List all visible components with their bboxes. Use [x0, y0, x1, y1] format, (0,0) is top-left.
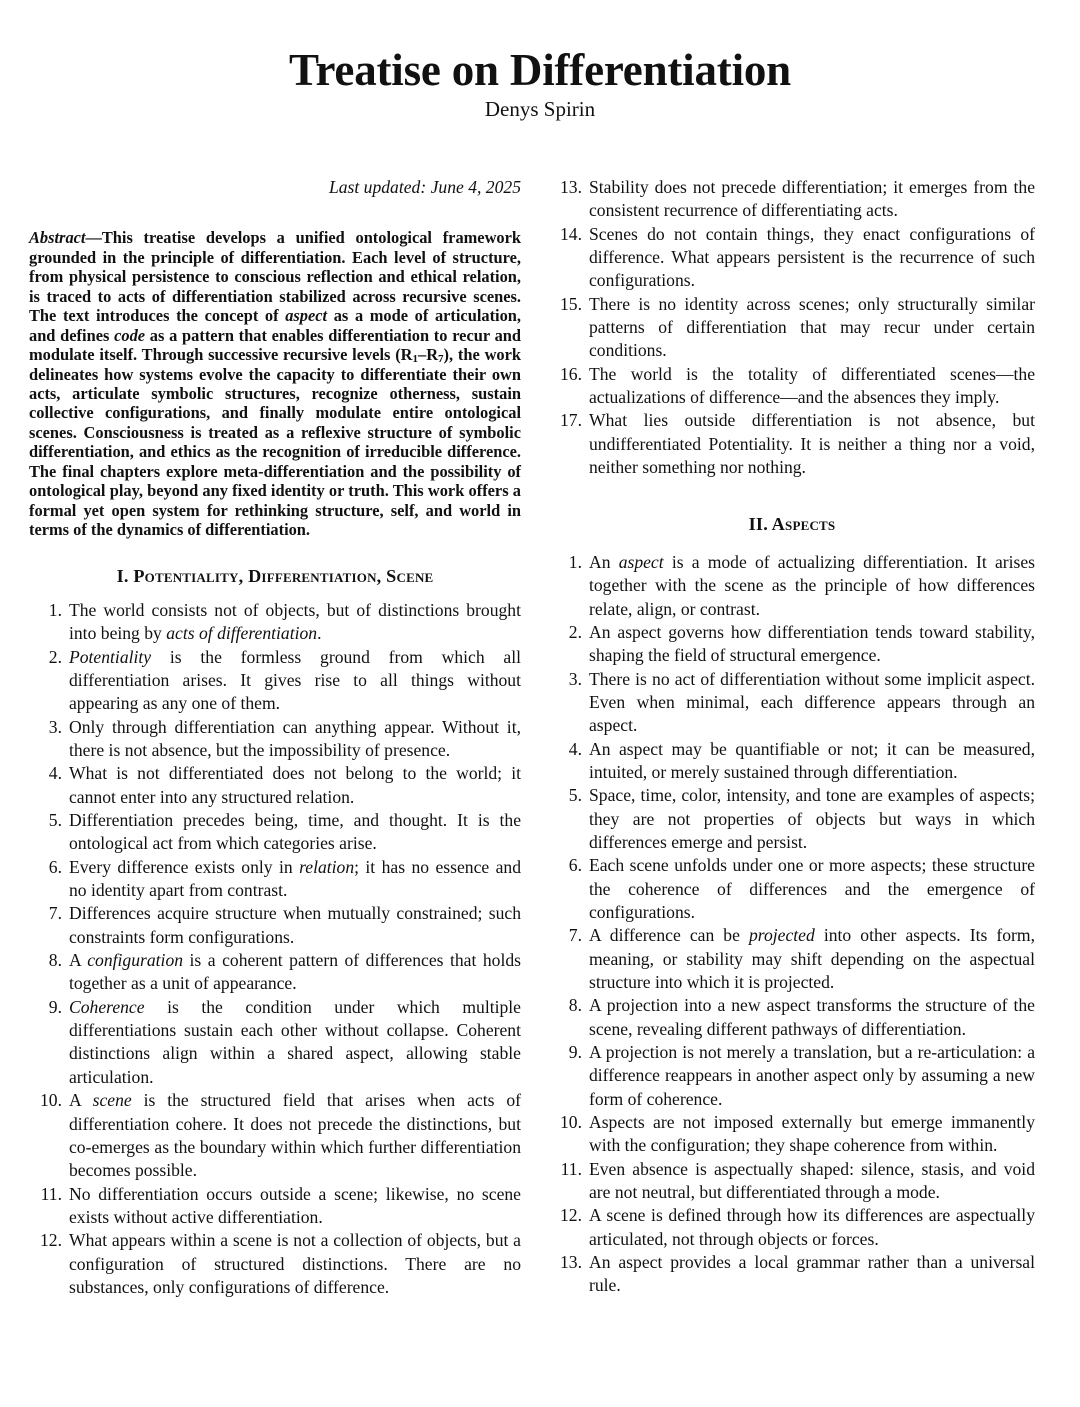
item-number: 7. — [568, 925, 582, 946]
item-text — [69, 997, 521, 1087]
item-number: 10. — [40, 1090, 62, 1111]
text-segment: A — [69, 950, 88, 971]
text-segment: Only through differentiation can anything appear. Without it, there is not absence, but the impossibility of presence. — [69, 716, 521, 760]
text-segment: is a coherent pattern of differences that holds together as a unit of appearance. — [69, 950, 521, 994]
text-segment: Differentiation precedes being, time, and thought. It is the ontological act from which categories arise. — [69, 810, 521, 854]
text-segment: What lies outside differentiation is not absence, but undifferentiated Potentiality. It is neither a thing nor a void, neither something nor nothing. — [589, 410, 1035, 478]
list-item — [549, 293, 1035, 363]
list-item — [29, 809, 521, 856]
item-text — [589, 1042, 1035, 1109]
emphasis-text: aspect — [285, 306, 328, 326]
list-item — [29, 599, 521, 646]
list-item — [549, 551, 1035, 621]
item-text — [69, 1230, 521, 1297]
subscript-text: 7 — [438, 353, 444, 366]
item-number: 13. — [560, 1252, 582, 1273]
list-item — [549, 363, 1035, 410]
item-text — [69, 600, 521, 643]
item-text — [589, 669, 1035, 736]
item-number: 3. — [568, 668, 582, 689]
item-number: 4. — [568, 738, 582, 759]
list-item — [549, 409, 1035, 479]
item-number: 6. — [568, 855, 582, 876]
item-number: 11. — [40, 1183, 62, 1204]
list-item — [549, 924, 1035, 994]
item-text — [589, 177, 1035, 220]
list-item — [549, 1204, 1035, 1251]
item-number: 7. — [48, 903, 62, 924]
list-item — [549, 1041, 1035, 1111]
list-item — [549, 668, 1035, 738]
text-segment: What is not differentiated does not belong to the world; it cannot enter into any structured relation. — [69, 763, 521, 807]
emphasis-text: acts of differentiation — [166, 623, 318, 644]
item-number: 16. — [560, 363, 582, 384]
item-text — [589, 410, 1035, 477]
item-number: 11. — [560, 1158, 582, 1179]
list-item — [29, 1229, 521, 1299]
item-number: 12. — [40, 1230, 62, 1251]
list-item — [549, 738, 1035, 785]
document-title: Treatise on Differentiation — [288, 45, 791, 96]
item-text — [69, 857, 521, 900]
text-segment: is the structured field that arises when acts of differentiation cohere. It does not precede the distinctions, but co-emerges as the boundary within which further differentiation becomes possible. — [69, 1090, 521, 1181]
item-text — [69, 717, 521, 760]
item-text — [69, 1090, 521, 1180]
item-number: 4. — [48, 763, 62, 784]
abstract — [29, 228, 521, 539]
item-number: 2. — [48, 646, 62, 667]
item-text — [589, 785, 1035, 852]
text-segment: What appears within a scene is not a collection of objects, but a configuration of structured distinctions. There are no substances, only configurations of difference. — [69, 1230, 521, 1297]
item-text — [589, 364, 1035, 407]
list-item — [549, 854, 1035, 924]
text-segment: The world is the totality of differentiated scenes—the actualizations of difference—and the absences they imply. — [589, 363, 1035, 408]
item-number: 5. — [568, 785, 582, 806]
list-item — [29, 762, 521, 809]
text-segment: There is no identity across scenes; only structurally similar patterns of differentiation that may recur under certain conditions. — [589, 293, 1035, 361]
text-segment: An aspect governs how differentiation tends toward stability, shaping the field of structural emergence. — [589, 621, 1035, 666]
text-segment: Scenes do not contain things, they enact configurations of difference. What appears persistent is the recurrence of such configurations. — [589, 223, 1035, 291]
list-item — [29, 716, 521, 763]
item-number: 8. — [48, 950, 62, 971]
list-item — [29, 996, 521, 1089]
list-item — [549, 621, 1035, 668]
text-segment: ; it has no essence and no identity apart from contrast. — [69, 856, 521, 901]
list-item — [549, 223, 1035, 293]
text-segment: Every difference exists only in — [69, 856, 300, 877]
list-item — [29, 902, 521, 949]
list-item — [29, 1183, 521, 1230]
text-segment: A difference can be — [589, 925, 749, 946]
text-segment: is a mode of actualizing differentiation. It arises together with the scene as the principle of how differences relate, align, or contrast. — [589, 551, 1036, 619]
emphasis-text: Coherence — [69, 996, 145, 1017]
item-text — [589, 739, 1035, 782]
text-segment: A projection into a new aspect transforms the structure of the scene, revealing different pathways of differentiation. — [589, 995, 1035, 1039]
list-item — [549, 994, 1035, 1041]
item-text — [69, 647, 521, 714]
text-segment: There is no act of differentiation without some implicit aspect. Even when minimal, each difference appears through an aspect. — [589, 668, 1035, 736]
item-text — [589, 1159, 1035, 1202]
item-text — [69, 763, 521, 806]
item-number: 8. — [568, 995, 582, 1016]
text-segment: A scene is defined through how its differences are aspectually articulated, not through objects or forces. — [589, 1205, 1035, 1249]
item-text — [589, 1205, 1035, 1248]
item-text — [69, 903, 521, 946]
item-number: 1. — [48, 599, 62, 620]
emphasis-text: projected — [748, 925, 815, 946]
text-segment: Aspects are not imposed externally but emerge immanently with the configuration; they shape coherence from within. — [589, 1112, 1035, 1156]
item-text — [589, 925, 1035, 992]
emphasis-text: scene — [92, 1090, 132, 1111]
item-text — [589, 294, 1035, 361]
item-text — [589, 1112, 1035, 1155]
text-segment: Space, time, color, intensity, and tone are examples of aspects; they are not properties of objects but ways in which differences emerge and persist. — [589, 785, 1035, 852]
list-item — [29, 646, 521, 716]
emphasis-text: aspect — [618, 551, 664, 572]
emphasis-text: configuration — [87, 950, 184, 971]
item-number: 6. — [48, 856, 62, 877]
abstract-label: Abstract — [29, 228, 86, 248]
text-segment: Each scene unfolds under one or more aspects; these structure the coherence of differences and the emergence of configurations. — [589, 855, 1035, 922]
list-item — [549, 784, 1035, 854]
abstract-body — [29, 228, 521, 539]
item-text — [589, 622, 1035, 665]
text-segment: ), the work delineates how systems evolve the capacity to differentiate their own acts, articulate symbolic structures, recognize otherness, sustain collective configurations, and finally modulate entire ontological scenes. Consciousness is treated as a reflexive structure of symbolic differentiation, and ethics as the recognition of irreducible difference. The final chapters explore meta-differentiation and the possibility of ontological play, beyond any fixed identity or truth. This work offers a formal yet open system for rethinking structure, self, and world in terms of the dynamics of differentiation. — [29, 345, 521, 540]
text-segment: An aspect may be quantifiable or not; it can be measured, intuited, or merely sustained through differentiation. — [589, 738, 1035, 782]
item-text — [69, 810, 521, 853]
item-number: 14. — [560, 223, 582, 244]
author-name: Denys Spirin — [484, 97, 596, 121]
text-segment: Differences acquire structure when mutually constrained; such constraints form configurations. — [69, 903, 521, 947]
text-segment: . — [317, 623, 322, 644]
list-item — [29, 856, 521, 903]
text-segment: is the formless ground from which all differentiation arises. It gives rise to all things without appearing as any one of them. — [69, 646, 521, 714]
abstract-separator: — — [85, 228, 102, 248]
list-item — [29, 949, 521, 996]
emphasis-text: Potentiality — [69, 646, 152, 667]
item-number: 13. — [560, 177, 582, 197]
text-segment: into other aspects. Its form, meaning, or stability may shift depending on the aspectual structure into which it is projected. — [589, 925, 1035, 992]
item-text — [69, 950, 521, 993]
list-item — [549, 1111, 1035, 1158]
section-heading-1: I. Potentiality, Differentiation, Scene — [116, 565, 434, 586]
item-number: 3. — [48, 716, 62, 737]
list-item — [549, 1251, 1035, 1298]
item-text — [69, 1184, 521, 1227]
list-item — [549, 176, 1035, 223]
left-column — [29, 176, 521, 1299]
item-text — [589, 855, 1035, 922]
text-segment: A projection is not merely a translation, but a re-articulation: a difference reappears in another aspect only by assuming a new form of coherence. — [589, 1042, 1035, 1109]
item-text — [589, 224, 1035, 291]
item-number: 9. — [568, 1042, 582, 1063]
text-segment: This treatise develops a unified ontological framework grounded in the principle of differentiation. Each level of structure, from physical persistence to conscious reflection and ethical relation, is traced to acts of differentiation stabilized across recursive scenes. The text introduces the concept of — [29, 228, 521, 326]
text-segment: as a pattern that enables differentiation to recur and modulate itself. Through successive recursive levels (R — [29, 325, 521, 365]
item-text — [589, 1252, 1035, 1295]
text-segment: as a mode of articulation, and defines — [29, 306, 521, 345]
text-segment: The world consists not of objects, but of distinctions brought into being by — [69, 599, 521, 644]
text-segment: A — [69, 1090, 93, 1111]
item-text — [589, 552, 1035, 619]
item-number: 17. — [560, 410, 582, 431]
section-heading-2: II. Aspects — [748, 514, 836, 535]
text-segment: An aspect provides a local grammar rather than a universal rule. — [589, 1252, 1035, 1296]
section-1-list — [29, 599, 521, 1299]
right-column — [549, 176, 1035, 1298]
section-1-list-continued — [549, 176, 1035, 479]
item-number: 1. — [568, 551, 582, 572]
text-segment: Stability does not precede differentiation; it emerges from the consistent recurrence of differentiating acts. — [589, 177, 1035, 221]
emphasis-text: relation — [299, 856, 355, 877]
emphasis-text: code — [114, 325, 146, 345]
last-updated-date: Last updated: June 4, 2025 — [328, 177, 521, 197]
item-number: 2. — [568, 621, 582, 642]
text-segment: An — [589, 551, 619, 572]
text-segment: is the condition under which multiple differentiations sustain each other without collapse. Coherent distinctions align within a shared aspect, allowing stable articulation. — [69, 996, 521, 1087]
text-segment: Even absence is aspectually shaped: silence, stasis, and void are not neutral, but differentiated through a mode. — [589, 1158, 1035, 1203]
list-item — [549, 1158, 1035, 1205]
subscript-text: 1 — [412, 353, 418, 366]
text-segment: No differentiation occurs outside a scene; likewise, no scene exists without active differentiation. — [69, 1183, 521, 1227]
section-2-list — [549, 551, 1035, 1298]
text-segment: –R — [418, 345, 439, 365]
item-number: 9. — [48, 996, 62, 1017]
item-text — [589, 995, 1035, 1038]
item-number: 12. — [560, 1205, 582, 1226]
item-number: 10. — [560, 1112, 582, 1133]
item-number: 15. — [560, 293, 582, 314]
item-number: 5. — [48, 810, 62, 831]
list-item — [29, 1089, 521, 1182]
